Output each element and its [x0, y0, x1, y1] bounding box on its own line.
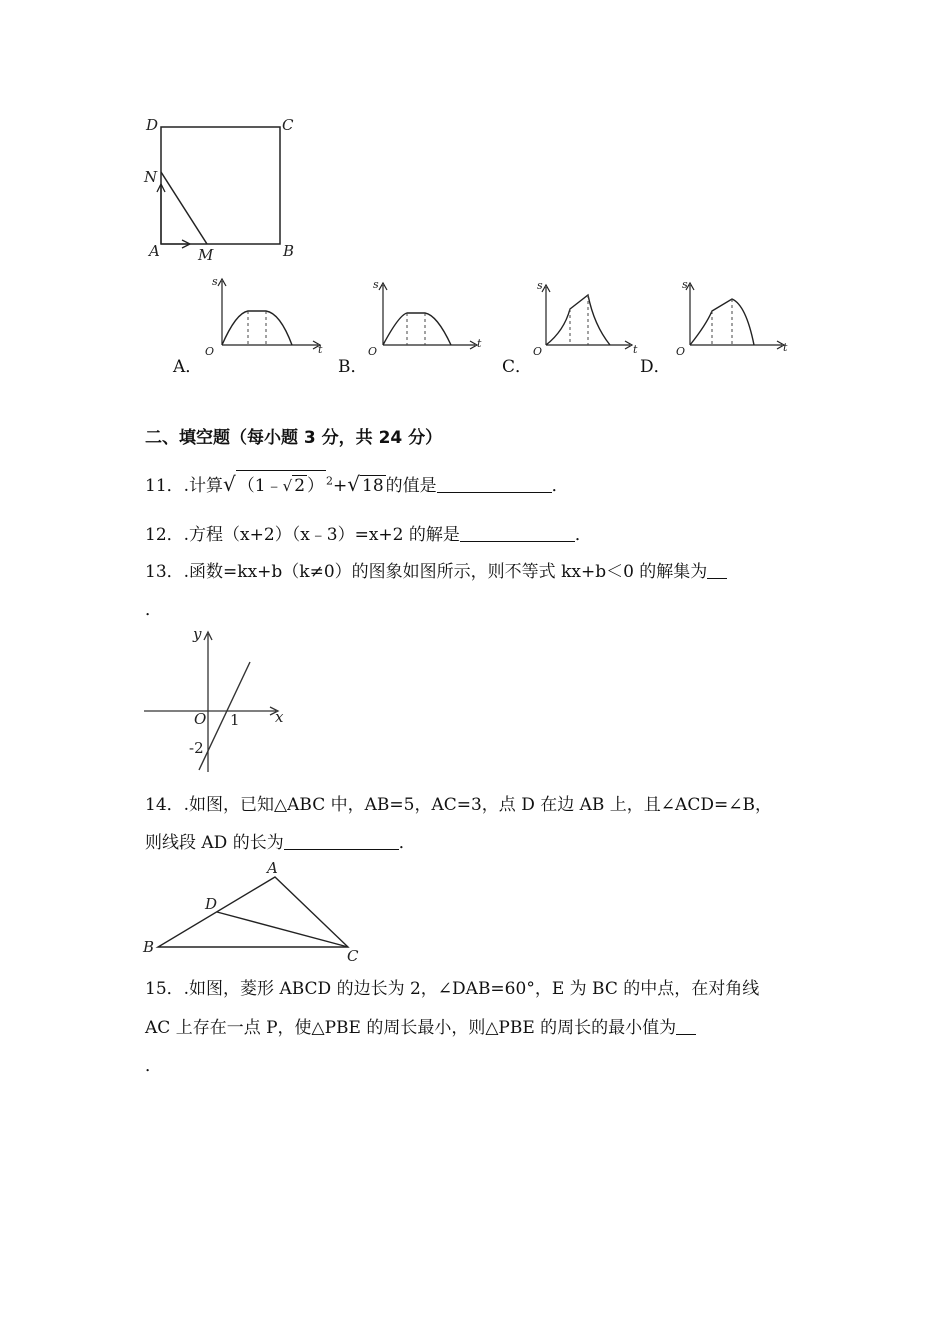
svg-text:t: t	[633, 343, 638, 356]
label-m: M	[198, 246, 214, 264]
svg-text:y: y	[193, 625, 202, 643]
svg-text:O: O	[676, 345, 686, 358]
segment-nm	[161, 172, 207, 244]
svg-text:O: O	[205, 345, 215, 358]
svg-text:C: C	[347, 947, 359, 965]
q11-number: 11．	[145, 476, 184, 496]
option-b-label: B．	[338, 357, 368, 377]
option-b-graph	[365, 275, 490, 365]
svg-text:O: O	[368, 345, 378, 358]
q11-radicand: （1﹣√ 2 ）	[236, 470, 326, 496]
triangle-abc	[158, 877, 348, 947]
square-figure	[140, 110, 310, 265]
q15-number: 15．	[145, 979, 184, 999]
question-14-line2: 则线段 AD 的长为 ．	[145, 833, 416, 853]
label-n: N	[144, 168, 158, 186]
question-11: 11．.计算√ （1﹣√ 2 ） $^2$+√ 18 的值是 ．	[145, 472, 569, 496]
question-14	[145, 790, 772, 815]
question-13	[145, 557, 727, 582]
q14-line1: .如图，已知△ABC 中，AB=5，AC=3，点 D 在边 AB 上，且∠ACD=∠B，	[183, 795, 772, 815]
option-a-curve	[222, 311, 292, 345]
option-b-curve	[383, 313, 451, 345]
q11-text-after: 的值是	[385, 476, 437, 496]
q13-graph	[140, 622, 295, 777]
q11-text-before: .计算	[183, 476, 224, 496]
q11-answer-blank[interactable]	[437, 474, 552, 493]
q11-exponent: 2	[326, 474, 334, 488]
label-c: C	[282, 116, 294, 134]
q14-line2: 则线段 AD 的长为	[145, 833, 284, 853]
option-d-label: D．	[640, 357, 671, 377]
q11-root18: 18	[362, 476, 384, 496]
svg-text:s: s	[373, 278, 379, 291]
q13-text: .函数=kx+b（k≠0）的图象如图所示，则不等式 kx+b＜0 的解集为	[183, 562, 708, 582]
option-d-curve	[690, 299, 754, 345]
option-c-graph	[530, 275, 645, 365]
question-15	[145, 974, 759, 999]
option-c-label: C．	[502, 357, 533, 377]
q15-end: ．	[145, 1056, 162, 1076]
option-d-graph	[670, 275, 795, 365]
q12-answer-blank[interactable]	[460, 523, 575, 542]
option-a-label: A．	[173, 357, 203, 377]
q14-answer-blank[interactable]	[284, 831, 399, 850]
question-12: 12．.方程（x+2）（x﹣3）=x+2 的解是 ．	[145, 525, 592, 545]
svg-text:D: D	[205, 895, 218, 913]
q13-number: 13．	[145, 562, 184, 582]
svg-text:O: O	[194, 710, 207, 728]
svg-text:O: O	[533, 345, 543, 358]
q15-line1: .如图，菱形 ABCD 的边长为 2，∠DAB=60°，E 为 BC 的中点，在对角线	[183, 979, 760, 999]
svg-text:x: x	[275, 708, 284, 726]
segment-dc	[217, 912, 348, 947]
svg-text:t: t	[318, 343, 323, 356]
q15-line2: AC 上存在一点 P，使△PBE 的周长最小，则△PBE 的周长的最小值为	[145, 1018, 677, 1038]
svg-text:B: B	[143, 938, 155, 956]
svg-text:t: t	[477, 337, 482, 350]
q13-answer-blank[interactable]	[707, 560, 727, 579]
question-15-line2	[145, 1013, 696, 1038]
q13-line	[199, 662, 250, 770]
option-a-graph	[200, 275, 330, 365]
q15-answer-blank[interactable]	[676, 1016, 696, 1035]
q12-text: .方程（x+2）（x﹣3）=x+2 的解是	[183, 525, 460, 545]
section-heading: 二、填空题（每小题 3 分，共 24 分）	[145, 428, 443, 448]
svg-text:t: t	[783, 341, 788, 354]
svg-text:A: A	[267, 859, 278, 877]
svg-text:s: s	[212, 275, 218, 288]
svg-text:1: 1	[230, 711, 240, 729]
label-b: B	[283, 242, 295, 260]
svg-text:s: s	[682, 278, 688, 291]
label-a: A	[149, 242, 160, 260]
option-c-curve	[546, 295, 610, 345]
square-abcd	[161, 127, 280, 244]
q12-number: 12．	[145, 525, 184, 545]
triangle-figure	[140, 855, 370, 965]
q13-end: ．	[145, 600, 162, 620]
svg-text:s: s	[537, 279, 543, 292]
q14-number: 14．	[145, 795, 184, 815]
svg-text:-2: -2	[189, 739, 204, 757]
label-d: D	[146, 116, 159, 134]
